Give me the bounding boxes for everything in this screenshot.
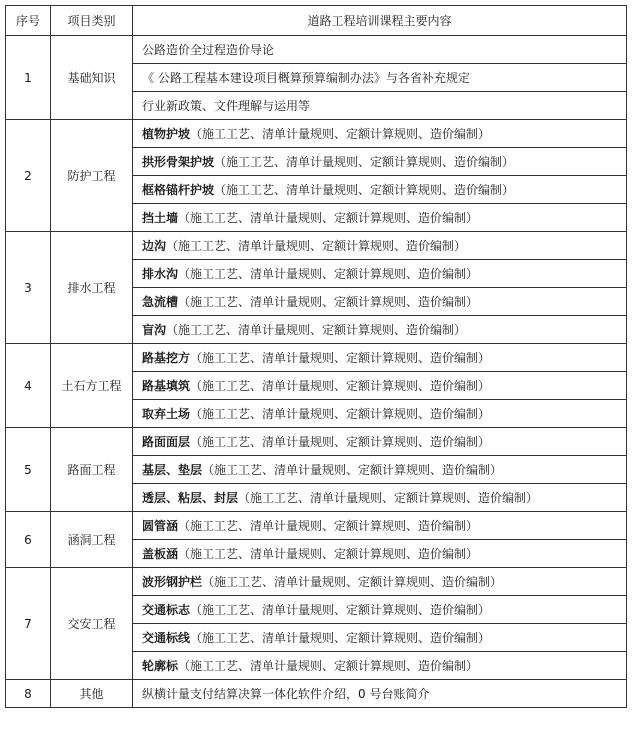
topic-label: 路面面层 — [142, 434, 191, 449]
detail-text: （施工工艺、清单计量规则、定额计算规则、造价编制） — [202, 462, 503, 477]
table-row — [6, 36, 627, 64]
detail-text: （施工工艺、清单计量规则、定额计算规则、造价编制） — [178, 210, 479, 225]
topic-label: 框格锚杆护坡 — [142, 182, 215, 197]
detail-text: （施工工艺、清单计量规则、定额计算规则、造价编制） — [238, 490, 539, 505]
row-number: 7 — [6, 568, 51, 680]
topic-label: 轮廓标 — [142, 658, 179, 673]
table-body — [6, 36, 627, 708]
category-cell: 排水工程 — [51, 232, 133, 344]
content-cell — [133, 652, 627, 680]
topic-label: 拱形骨架护坡 — [142, 154, 215, 169]
detail-text: （施工工艺、清单计量规则、定额计算规则、造价编制） — [178, 546, 479, 561]
content-cell — [133, 260, 627, 288]
content-cell — [133, 92, 627, 120]
topic-label: 透层、粘层、封层 — [142, 490, 239, 505]
content-cell — [133, 428, 627, 456]
course-table — [5, 5, 627, 708]
detail-text: （施工工艺、清单计量规则、定额计算规则、造价编制） — [166, 322, 467, 337]
detail-text: （施工工艺、清单计量规则、定额计算规则、造价编制） — [166, 238, 467, 253]
detail-text: （施工工艺、清单计量规则、定额计算规则、造价编制） — [178, 658, 479, 673]
row-number: 3 — [6, 232, 51, 344]
category-cell: 防护工程 — [51, 120, 133, 232]
content-cell — [133, 568, 627, 596]
topic-label: 交通标线 — [142, 630, 191, 645]
topic-label: 圆管涵 — [142, 518, 179, 533]
content-cell — [133, 484, 627, 512]
row-number: 5 — [6, 428, 51, 512]
table-row — [6, 680, 627, 708]
content-cell — [133, 512, 627, 540]
topic-label: 边沟 — [142, 238, 167, 253]
topic-label: 急流槽 — [142, 294, 179, 309]
content-cell — [133, 64, 627, 92]
detail-text: 《 公路工程基本建设项目概算预算编制办法》与各省补充规定 — [142, 70, 470, 85]
topic-label: 植物护坡 — [142, 126, 191, 141]
topic-label: 路基填筑 — [142, 378, 191, 393]
topic-label: 挡土墙 — [142, 210, 179, 225]
table-row — [6, 428, 627, 456]
category-cell: 土石方工程 — [51, 344, 133, 428]
detail-text: （施工工艺、清单计量规则、定额计算规则、造价编制） — [214, 182, 515, 197]
content-cell — [133, 400, 627, 428]
detail-text: （施工工艺、清单计量规则、定额计算规则、造价编制） — [190, 126, 491, 141]
topic-label: 盖板涵 — [142, 546, 179, 561]
detail-text: （施工工艺、清单计量规则、定额计算规则、造价编制） — [190, 406, 491, 421]
content-cell — [133, 232, 627, 260]
content-cell — [133, 176, 627, 204]
topic-label: 基层、垫层 — [142, 462, 203, 477]
category-cell: 涵洞工程 — [51, 512, 133, 568]
content-cell — [133, 36, 627, 64]
detail-text: （施工工艺、清单计量规则、定额计算规则、造价编制） — [190, 630, 491, 645]
content-cell — [133, 680, 627, 708]
detail-text: （施工工艺、清单计量规则、定额计算规则、造价编制） — [178, 518, 479, 533]
topic-label: 路基挖方 — [142, 350, 191, 365]
content-cell — [133, 288, 627, 316]
topic-label: 交通标志 — [142, 602, 191, 617]
content-cell — [133, 372, 627, 400]
row-number: 6 — [6, 512, 51, 568]
detail-text: （施工工艺、清单计量规则、定额计算规则、造价编制） — [178, 266, 479, 281]
content-cell — [133, 204, 627, 232]
content-cell — [133, 456, 627, 484]
header-category: 项目类别 — [51, 6, 133, 36]
table-row — [6, 344, 627, 372]
detail-text: （施工工艺、清单计量规则、定额计算规则、造价编制） — [214, 154, 515, 169]
detail-text: （施工工艺、清单计量规则、定额计算规则、造价编制） — [190, 602, 491, 617]
content-cell — [133, 596, 627, 624]
detail-text: （施工工艺、清单计量规则、定额计算规则、造价编制） — [190, 350, 491, 365]
content-cell — [133, 120, 627, 148]
row-number: 2 — [6, 120, 51, 232]
category-cell: 路面工程 — [51, 428, 133, 512]
detail-text: 行业新政策、文件理解与运用等 — [142, 98, 311, 113]
detail-text: （施工工艺、清单计量规则、定额计算规则、造价编制） — [190, 378, 491, 393]
content-cell — [133, 344, 627, 372]
table-row — [6, 232, 627, 260]
header-content: 道路工程培训课程主要内容 — [133, 6, 627, 36]
header-no: 序号 — [6, 6, 51, 36]
row-number: 4 — [6, 344, 51, 428]
detail-text: 纵横计量支付结算决算一体化软件介绍，0 号台账简介 — [142, 686, 430, 701]
detail-text: （施工工艺、清单计量规则、定额计算规则、造价编制） — [202, 574, 503, 589]
detail-text: （施工工艺、清单计量规则、定额计算规则、造价编制） — [190, 434, 491, 449]
row-number: 1 — [6, 36, 51, 120]
topic-label: 波形钢护栏 — [142, 574, 203, 589]
category-cell: 其他 — [51, 680, 133, 708]
content-cell — [133, 316, 627, 344]
content-cell — [133, 624, 627, 652]
topic-label: 取弃土场 — [142, 406, 191, 421]
row-number: 8 — [6, 680, 51, 708]
content-cell — [133, 540, 627, 568]
topic-label: 排水沟 — [142, 266, 179, 281]
topic-label: 盲沟 — [142, 322, 167, 337]
detail-text: （施工工艺、清单计量规则、定额计算规则、造价编制） — [178, 294, 479, 309]
table-row — [6, 120, 627, 148]
category-cell: 交安工程 — [51, 568, 133, 680]
category-cell: 基础知识 — [51, 36, 133, 120]
table-header-row — [6, 6, 627, 36]
table-row — [6, 568, 627, 596]
content-cell — [133, 148, 627, 176]
table-row — [6, 512, 627, 540]
detail-text: 公路造价全过程造价导论 — [142, 42, 275, 57]
